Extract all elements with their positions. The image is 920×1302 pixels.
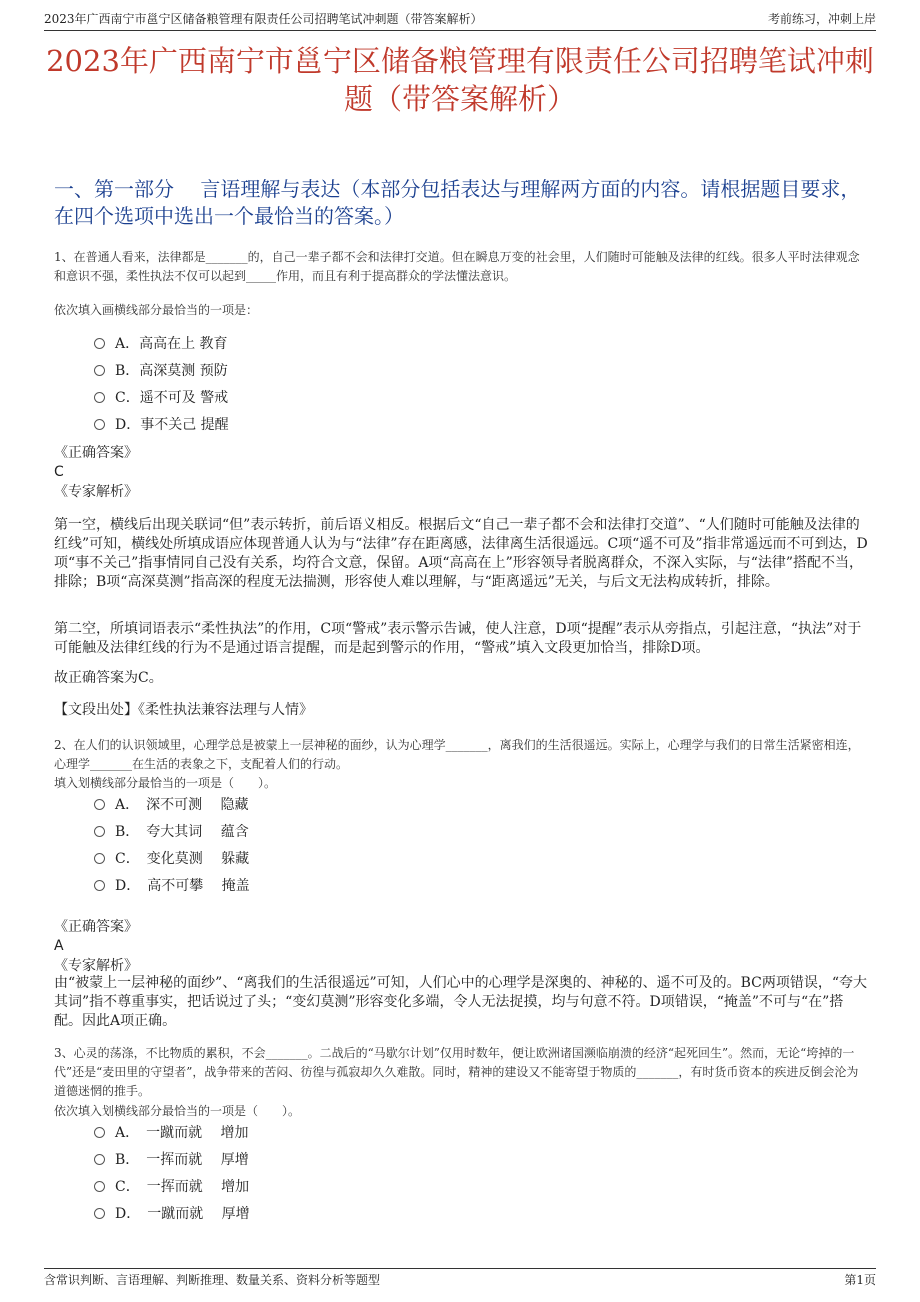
question-1-option-c[interactable] — [94, 388, 228, 408]
header-slogan: 考前练习，冲刺上岸 — [767, 12, 876, 26]
radio-icon[interactable] — [94, 365, 105, 376]
question-1-option-a[interactable] — [94, 334, 228, 354]
question-3-option-b[interactable] — [94, 1150, 249, 1170]
question-1-analysis-paragraph-2: 第二空，所填词语表示“柔性执法”的作用，C项“警戒”表示警示告诫，使人注意，D项“提醒”表示从旁指点，引起注意，“执法”对于可能触及法律红线的行为不是通过语言提醒，而是起到警示的作用，“警戒”填入文段更加恰当，排除D项。 — [54, 621, 862, 656]
document-title: 2023年广西南宁市邕宁区储备粮管理有限责任公司招聘笔试冲刺题（带答案解析） — [46, 44, 874, 116]
question-1-answer-label: 《正确答案》 — [54, 445, 138, 461]
page-header — [44, 8, 876, 31]
header-title: 2023年广西南宁市邕宁区储备粮管理有限责任公司招聘笔试冲刺题（带答案解析） — [44, 12, 483, 26]
option-label: B． 夸大其词 蕴含 — [115, 824, 249, 840]
radio-icon[interactable] — [94, 1154, 105, 1165]
question-1-option-d[interactable] — [94, 415, 229, 435]
question-1-prompt: 依次填入画横线部分最恰当的一项是： — [54, 303, 259, 317]
question-1-answer: C — [54, 464, 64, 480]
radio-icon[interactable] — [94, 826, 105, 837]
option-label: C． 变化莫测 躲藏 — [115, 851, 250, 867]
question-1-option-b[interactable] — [94, 361, 228, 381]
question-2-analysis-label: 《专家解析》 — [54, 958, 138, 974]
radio-icon[interactable] — [94, 338, 105, 349]
question-3-text: 3、心灵的荡涤，不比物质的累积，不会_______。二战后的“马歇尔计划”仅用时数年，便让欧洲诸国濒临崩溃的经济“起死回生”。然而，无论“垮掉的一代”还是“麦田里的守望者”，战争带来的苦闷、彷徨与孤寂却久久难散。同时，精神的建设又不能寄望于物质的_______，有时货币资本的疾进反倒会沦为道德迷惘的推手。 — [54, 1046, 859, 1098]
option-label: C．遥不可及 警戒 — [115, 390, 229, 406]
radio-icon[interactable] — [94, 1127, 105, 1138]
question-1-text: 1、在普通人看来，法律都是_______的，自己一辈子都不会和法律打交道。但在瞬息万变的社会里，人们随时可能触及法律的红线。很多人平时法律观念和意识不强，柔性执法不仅可以起到_____作用，而且有利于提高群众的学法懂法意识。 — [54, 250, 860, 283]
question-3-option-c[interactable] — [94, 1177, 249, 1197]
page-footer — [44, 1268, 876, 1291]
question-3-option-a[interactable] — [94, 1123, 249, 1143]
option-label: A． 一蹴而就 增加 — [115, 1125, 249, 1141]
footer-description: 含常识判断、言语理解、判断推理、数量关系、资料分析等题型 — [44, 1273, 381, 1287]
question-2-option-b[interactable] — [94, 822, 249, 842]
question-2-prompt: 填入划横线部分最恰当的一项是（ ）。 — [54, 776, 277, 790]
question-2-analysis: 由“被蒙上一层神秘的面纱”、“离我们的生活很遥远”可知，人们心中的心理学是深奥的、神秘的、遥不可及的。BC两项错误，“夸大其词”指不尊重事实，把话说过了头；“变幻莫测”形容变化多端，令人无法捉摸，均与句意不符。D项错误，“掩盖”不可与“在”搭配。因此A项正确。 — [54, 975, 868, 1029]
question-1-analysis-label: 《专家解析》 — [54, 484, 138, 500]
question-2-option-c[interactable] — [94, 849, 249, 869]
option-label: C． 一挥而就 增加 — [115, 1179, 250, 1195]
radio-icon[interactable] — [94, 880, 105, 891]
question-2-option-d[interactable] — [94, 876, 250, 896]
radio-icon[interactable] — [94, 1181, 105, 1192]
question-3-prompt: 依次填入划横线部分最恰当的一项是（ ）。 — [54, 1104, 301, 1118]
section-heading: 一、第一部分 言语理解与表达（本部分包括表达与理解两方面的内容。请根据题目要求，在四个选项中选出一个最恰当的答案。） — [54, 177, 861, 228]
question-2-option-a[interactable] — [94, 795, 249, 815]
question-1-source: 【文段出处】《柔性执法兼容法理与人情》 — [54, 702, 313, 718]
radio-icon[interactable] — [94, 853, 105, 864]
question-1-analysis-paragraph-1: 第一空，横线后出现关联词“但”表示转折，前后语义相反。根据后文“自己一辈子都不会和法律打交道”、“人们随时可能触及法律的红线”可知，横线处所填成语应体现普通人认为与“法律”存在距离感，法律离生活很遥远。C项“遥不可及”指非常遥远而不可到达，D项“事不关己”指事情同自己没有关系，均符合文意，保留。A项“高高在上”形容领导者脱离群众，不深入实际，与“法律”搭配不当，排除；B项“高深莫测”指高深的程度无法揣测，形容使人难以理解，与“距离遥远”无关，与后文无法构成转折，排除。 — [54, 517, 868, 590]
question-2-answer-label: 《正确答案》 — [54, 919, 138, 935]
option-label: A． 深不可测 隐藏 — [115, 797, 249, 813]
option-label: B． 一挥而就 厚增 — [115, 1152, 249, 1168]
question-2-text: 2、在人们的认识领域里，心理学总是被蒙上一层神秘的面纱，认为心理学_______，离我们的生活很遥远。实际上，心理学与我们的日常生活紧密相连，心理学_______在生活的表象之下，支配着人们的行动。 — [54, 738, 860, 771]
radio-icon[interactable] — [94, 392, 105, 403]
radio-icon[interactable] — [94, 1208, 105, 1219]
question-2-answer: A — [54, 938, 64, 954]
option-label: D． 高不可攀 掩盖 — [115, 878, 250, 894]
option-label: D． 一蹴而就 厚增 — [115, 1206, 250, 1222]
question-3-option-d[interactable] — [94, 1204, 250, 1224]
option-label: D．事不关己 提醒 — [115, 417, 229, 433]
page-number: 第1页 — [844, 1273, 876, 1287]
radio-icon[interactable] — [94, 799, 105, 810]
radio-icon[interactable] — [94, 419, 105, 430]
option-label: B．高深莫测 预防 — [115, 363, 228, 379]
question-1-analysis-conclusion: 故正确答案为C。 — [54, 670, 163, 686]
option-label: A．高高在上 教育 — [115, 336, 228, 352]
